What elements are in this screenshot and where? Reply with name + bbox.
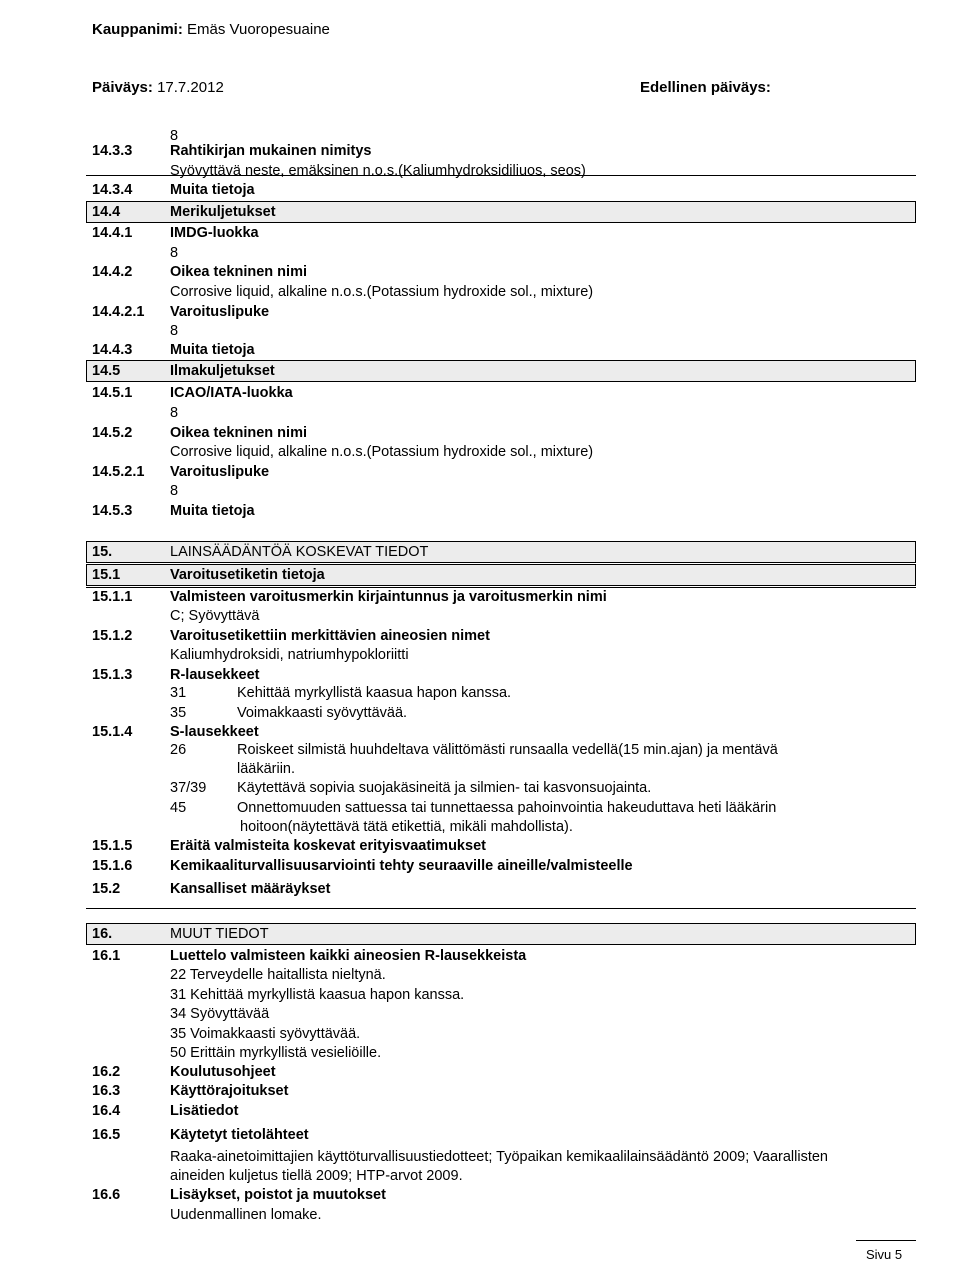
section-number: 15.1.1 bbox=[92, 589, 133, 605]
date-value: 17.7.2012 bbox=[157, 79, 224, 96]
section-heading: Ilmakuljetukset bbox=[170, 363, 275, 379]
section-heading: IMDG-luokka bbox=[170, 225, 259, 241]
section-heading: LAINSÄÄDÄNTÖÄ KOSKEVAT TIEDOT bbox=[170, 544, 429, 560]
page-number: Sivu 5 bbox=[866, 1247, 903, 1262]
section-number: 15.1.2 bbox=[92, 628, 133, 644]
section-number: 14.5.2.1 bbox=[92, 464, 145, 480]
section-heading: S-lausekkeet bbox=[170, 724, 259, 740]
section-heading: Kansalliset määräykset bbox=[170, 881, 331, 897]
section-number: 14.4.2.1 bbox=[92, 304, 145, 320]
section-text: Onnettomuuden sattuessa tai tunnettaessa pahoinvointia hakeuduttava heti lääkärin bbox=[237, 800, 777, 816]
section-number: 14.4.2 bbox=[92, 264, 133, 280]
section-text: Uudenmallinen lomake. bbox=[170, 1207, 322, 1223]
section-heading: Muita tietoja bbox=[170, 342, 255, 358]
section-text: Voimakkaasti syövyttävää. bbox=[237, 705, 408, 721]
previous-date-label: Edellinen päiväys: bbox=[640, 79, 771, 96]
section-number: 14.5.2 bbox=[92, 425, 133, 441]
section-heading: Merikuljetukset bbox=[170, 204, 276, 220]
phrase-code: 45 bbox=[170, 800, 187, 816]
section-number: 16.3 bbox=[92, 1083, 121, 1099]
section-heading: Oikea tekninen nimi bbox=[170, 264, 307, 280]
section-text: Raaka-ainetoimittajien käyttöturvallisuustiedotteet; Työpaikan kemikaalilainsäädäntö 2009; Vaarallisten bbox=[170, 1149, 828, 1165]
section-heading: Kemikaaliturvallisuusarviointi tehty seuraaville aineille/valmisteelle bbox=[170, 858, 633, 874]
section-number: 16.1 bbox=[92, 948, 121, 964]
section-number: 15.2 bbox=[92, 881, 121, 897]
trade-name-line bbox=[92, 21, 330, 38]
section-number: 15. bbox=[92, 544, 113, 560]
date-label: Päiväys: bbox=[92, 79, 153, 96]
section-text: Roiskeet silmistä huuhdeltava välittömästi runsaalla vedellä(15 min.ajan) ja mentävä bbox=[237, 742, 778, 758]
section-number: 14.3.3 bbox=[92, 143, 133, 159]
section-heading: Muita tietoja bbox=[170, 182, 255, 198]
section-text: 8 bbox=[170, 128, 179, 144]
section-number: 14.5 bbox=[92, 363, 121, 379]
trade-name-label: Kauppanimi: bbox=[92, 21, 183, 38]
section-number: 16. bbox=[92, 926, 113, 942]
section-text: lääkäriin. bbox=[237, 761, 296, 777]
footer-divider bbox=[856, 1240, 916, 1241]
section-heading: Rahtikirjan mukainen nimitys bbox=[170, 143, 372, 159]
section-text: 8 bbox=[170, 405, 179, 421]
section-number: 16.5 bbox=[92, 1127, 121, 1143]
section-heading: Oikea tekninen nimi bbox=[170, 425, 307, 441]
section-heading: R-lausekkeet bbox=[170, 667, 260, 683]
section-heading: Varoituslipuke bbox=[170, 464, 270, 480]
section-text: Kaliumhydroksidi, natriumhypokloriitti bbox=[170, 647, 409, 663]
date-line bbox=[92, 79, 224, 96]
section-number: 14.3.4 bbox=[92, 182, 133, 198]
section-text: Corrosive liquid, alkaline n.o.s.(Potassium hydroxide sol., mixture) bbox=[170, 284, 594, 300]
section-text: 50 Erittäin myrkyllistä vesieliöille. bbox=[170, 1045, 382, 1061]
section-text: Corrosive liquid, alkaline n.o.s.(Potassium hydroxide sol., mixture) bbox=[170, 444, 594, 460]
section-heading: Lisätiedot bbox=[170, 1103, 239, 1119]
section-heading: ICAO/IATA-luokka bbox=[170, 385, 293, 401]
section-number: 14.4 bbox=[92, 204, 121, 220]
section-number: 14.5.1 bbox=[92, 385, 133, 401]
section-number: 14.4.3 bbox=[92, 342, 133, 358]
phrase-code: 37/39 bbox=[170, 780, 207, 796]
section-heading: Lisäykset, poistot ja muutokset bbox=[170, 1187, 386, 1203]
section-text: Syövyttävä neste, emäksinen n.o.s.(Kaliumhydroksidiliuos, seos) bbox=[170, 163, 586, 179]
section-heading: Luettelo valmisteen kaikki aineosien R-lausekkeista bbox=[170, 948, 527, 964]
section-heading: Varoituslipuke bbox=[170, 304, 270, 320]
section-heading: Koulutusohjeet bbox=[170, 1064, 276, 1080]
section-text: Kehittää myrkyllistä kaasua hapon kanssa. bbox=[237, 685, 512, 701]
section-text: aineiden kuljetus tiellä 2009; HTP-arvot 2009. bbox=[170, 1168, 463, 1184]
section-text: 8 bbox=[170, 323, 179, 339]
section-heading: Valmisteen varoitusmerkin kirjaintunnus ja varoitusmerkin nimi bbox=[170, 589, 607, 605]
divider bbox=[86, 908, 916, 909]
section-heading: Eräitä valmisteita koskevat erityisvaatimukset bbox=[170, 838, 486, 854]
section-number: 16.6 bbox=[92, 1187, 121, 1203]
phrase-code: 31 bbox=[170, 685, 187, 701]
section-heading: Varoitusetiketin tietoja bbox=[170, 567, 325, 583]
section-text: 34 Syövyttävää bbox=[170, 1006, 270, 1022]
phrase-code: 35 bbox=[170, 705, 187, 721]
section-text: 35 Voimakkaasti syövyttävää. bbox=[170, 1026, 361, 1042]
section-number: 14.5.3 bbox=[92, 503, 133, 519]
section-number: 15.1.4 bbox=[92, 724, 133, 740]
section-number: 16.4 bbox=[92, 1103, 121, 1119]
section-number: 16.2 bbox=[92, 1064, 121, 1080]
section-text: C; Syövyttävä bbox=[170, 608, 260, 624]
section-number: 15.1.5 bbox=[92, 838, 133, 854]
section-heading: Käytetyt tietolähteet bbox=[170, 1127, 309, 1143]
section-text: 31 Kehittää myrkyllistä kaasua hapon kanssa. bbox=[170, 987, 465, 1003]
section-text: hoitoon(näytettävä tätä etikettiä, mikäli mahdollista). bbox=[240, 819, 573, 835]
divider bbox=[86, 587, 916, 588]
trade-name-value: Emäs Vuoropesuaine bbox=[187, 21, 330, 38]
section-number: 15.1.3 bbox=[92, 667, 133, 683]
section-heading: Käyttörajoitukset bbox=[170, 1083, 289, 1099]
section-text: 8 bbox=[170, 245, 179, 261]
section-heading: MUUT TIEDOT bbox=[170, 926, 269, 942]
section-number: 15.1.6 bbox=[92, 858, 133, 874]
section-heading: Varoitusetikettiin merkittävien aineosien nimet bbox=[170, 628, 490, 644]
section-text: 8 bbox=[170, 483, 179, 499]
section-heading: Muita tietoja bbox=[170, 503, 255, 519]
section-text: Käytettävä sopivia suojakäsineitä ja silmien- tai kasvonsuojainta. bbox=[237, 780, 652, 796]
section-number: 15.1 bbox=[92, 567, 121, 583]
section-text: 22 Terveydelle haitallista nieltynä. bbox=[170, 967, 386, 983]
section-number: 14.4.1 bbox=[92, 225, 133, 241]
phrase-code: 26 bbox=[170, 742, 187, 758]
